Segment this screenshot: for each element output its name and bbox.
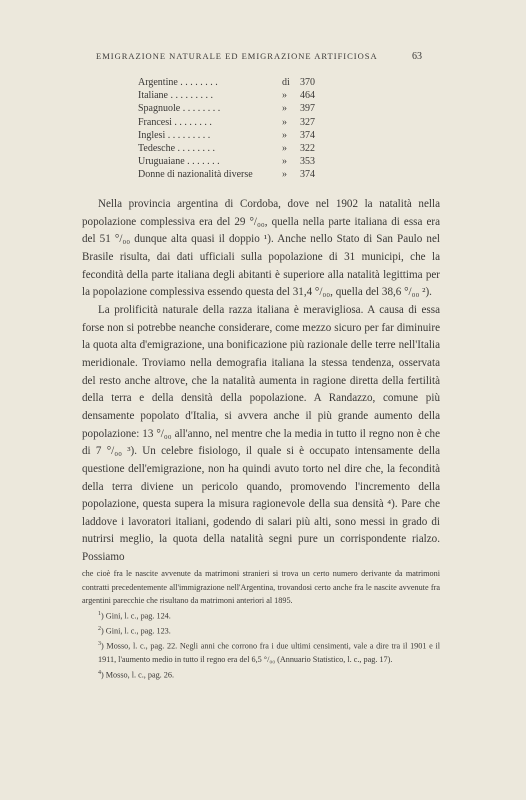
row-label: Francesi . . . . . . . . (138, 116, 212, 128)
row-mark: » (282, 116, 287, 128)
footnote: $^4$) Mosso, l. c., pag. 26. (98, 669, 175, 680)
row-mark: di (282, 77, 290, 88)
table-row (138, 116, 330, 129)
row-label: Spagnuole . . . . . . . . (138, 103, 221, 115)
footnote-continuation: che cioè fra le nascite avvenute da matrimoni stranieri si trova un certo numero derivante da matrimoni contratti precedentemente all'immigrazione nell'Argentina, trovandosi certo anche fra le nascite avvenute fra argentini parecchie che risultano da matrimoni anteriori al 1895. (82, 569, 440, 605)
body-text (82, 196, 440, 567)
table-row (138, 168, 330, 181)
table-row (138, 129, 330, 142)
footnote-text: Gini, l. c., pag. 124. (105, 611, 171, 621)
row-label: Italiane . . . . . . . . . (138, 90, 213, 102)
body-paragraph: La prolificità naturale della razza italiana è meravigliosa. A causa di essa forse non si potrebbe neanche considerare, come mezzo sicuro per far diminuire la quota alta d'emigrazione, una bonificazione più razionale delle terre nell'Italia meridionale. Troviamo nella demografia italiana la stessa tendenza, osservata del resto anche altrove, che la natalità aumenta in ragione diretta della fertilità della terra e della densità della popolazione. A Randazzo, comune più densamente popolato d'Italia, si avvera anche il più grande aumento della popolazione: 13 °/₀₀ all'anno, nel mentre che la media in tutto il regno non è che di 7 °/₀₀ ³). Un celebre fisiologo, il quale si è occupato intensamente della questione dell'emigrazione, non ha quindi avuto torto nel dire che, la fecondità della terra diviene un pericolo quando, promovendo l'incremento della popolazione, questa supera la misura ragionevole della sua densità ⁴). Pare che laddove i lavoratori italiani, godendo di salari più alti, sono messi in grado di nutrirsi meglio, la quota della natalità segni pure un corrispondente rialzo. Possiamo (82, 303, 440, 564)
table-row (138, 76, 330, 89)
footnote: $^1$) Gini, l. c., pag. 124. (98, 610, 171, 621)
table-row (138, 155, 330, 168)
footnote-text: Gini, l. c., pag. 123. (105, 626, 171, 636)
row-value: 374 (300, 129, 315, 141)
footnote-text: Mosso, l. c., pag. 22. Negli anni che corrono fra i due ultimi censimenti, vale a dire tra il 1901 e il 1911, l'aumento medio in tutto il regno era del 6,5 °/₀₀ (Annuario Statistico, l. c., pag. 17). (98, 641, 440, 665)
page-number: 63 (412, 51, 422, 62)
row-value: 322 (300, 142, 315, 154)
row-label: Argentine . . . . . . . . (138, 77, 218, 88)
row-mark: » (282, 142, 287, 154)
row-label: Uruguaiane . . . . . . . (138, 156, 220, 168)
table-row (138, 102, 330, 115)
row-mark: » (282, 129, 287, 141)
row-label: Tedesche . . . . . . . . (138, 142, 216, 154)
footnote-number: 2 (98, 625, 101, 632)
body-paragraph: Nella provincia argentina di Cordoba, dove nel 1902 la natalità nella popolazione complessiva era del 29 °/₀₀, quella nella parte italiana di essa era del 51 °/₀₀ dunque alta quasi il doppio ¹). Anche nello Stato di San Paulo nel Brasile risulta, dai dati ufficiali sulla popolazione di 31 municipi, che la fecondità della parte italiana degli abitanti è superiore alla natalità legittima per la popolazione complessiva essendo questa del 31,4 °/₀₀, quella del 38,6 °/₀₀ ²). (82, 198, 440, 299)
row-label: Donne di nazionalità diverse (138, 169, 253, 181)
footnote-number: 1 (98, 610, 101, 617)
running-title: EMIGRAZIONE NATURALE ED EMIGRAZIONE ARTIFICIOSA (96, 51, 378, 61)
footnotes (82, 567, 440, 682)
natality-table (138, 76, 330, 182)
table-row (138, 89, 330, 102)
row-value: 353 (300, 156, 315, 168)
table-row (138, 142, 330, 155)
row-value: 327 (300, 116, 315, 128)
footnote: $^2$) Gini, l. c., pag. 123. (98, 625, 171, 636)
row-value: 370 (300, 77, 315, 88)
row-mark: » (282, 169, 287, 181)
row-value: 397 (300, 103, 315, 115)
running-header (96, 51, 422, 62)
row-value: 374 (300, 169, 315, 181)
footnote-number: 4 (98, 669, 101, 676)
footnote: $^3$) Mosso, l. c., pag. 22. Negli anni che corrono fra i due ultimi censimenti, vale a dire tra il 1901 e il 1911, l'aumento medio in tutto il regno era del 6,5 °/₀₀ (Annuario Statistico, l. c., pag. 17). (98, 640, 440, 665)
row-value: 464 (300, 90, 315, 102)
footnote-text: Mosso, l. c., pag. 26. (105, 670, 175, 680)
footnote-number: 3 (98, 640, 101, 647)
row-mark: » (282, 156, 287, 168)
row-label: Inglesi . . . . . . . . . (138, 129, 211, 141)
row-mark: » (282, 103, 287, 115)
row-mark: » (282, 90, 287, 102)
